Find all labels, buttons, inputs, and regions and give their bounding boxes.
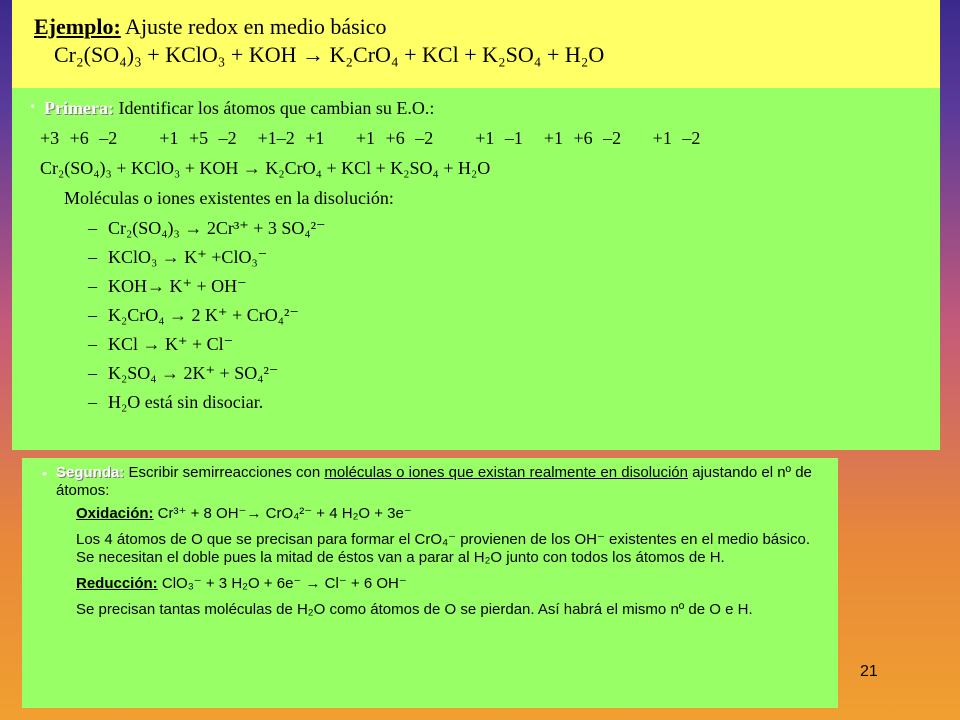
reduction-label: Reducción: xyxy=(76,575,158,592)
oxidation-line xyxy=(42,505,826,523)
reduction-note: Se precisan tantas moléculas de H₂O como átomos de O se pierdan. Así habrá el mismo nº de O e H. xyxy=(76,601,753,618)
slide-title xyxy=(34,14,940,40)
section-primera xyxy=(12,88,940,450)
list-item: – KClO₃ → K⁺ +ClO₃⁻ xyxy=(88,247,268,267)
title-label: Ejemplo: xyxy=(34,14,121,39)
oxidation-label: Oxidación: xyxy=(76,505,154,522)
list-item: – KCl → K⁺ + Cl⁻ xyxy=(88,334,234,354)
segunda-heading: • Segunda: Escribir semirreacciones con moléculas o iones que existan realmente en disolución ajustando el nº de átomos: xyxy=(42,464,812,499)
list-item: – H₂O está sin disociar. xyxy=(88,392,264,412)
primera-text: Identificar los átomos que cambian su E.O.: xyxy=(113,98,435,118)
primera-heading xyxy=(30,96,940,120)
title-text: Ajuste redox en medio básico xyxy=(120,14,387,39)
reduction-equation: ClO₃⁻ + 3 H₂O + 6e⁻ → Cl⁻ + 6 OH⁻ xyxy=(157,575,407,592)
reduction-line xyxy=(42,575,826,593)
primera-equation: Cr₂(SO₄)₃ + KClO₃ + KOH → K₂CrO₄ + KCl + K₂SO₄ + H₂O xyxy=(40,158,491,178)
section-segunda xyxy=(22,458,838,708)
slide-number: 21 xyxy=(860,663,878,680)
oxidation-note: Los 4 átomos de O que se precisan para formar el CrO₄⁻ provienen de los OH⁻ existentes en el medio básico. Se necesitan el doble pues la mitad de éstos van a parar al H₂O junto con todos los átomos de H. xyxy=(76,531,810,566)
primera-label: Primera: xyxy=(44,98,114,118)
list-item: – K₂SO₄ → 2K⁺ + SO₄²⁻ xyxy=(88,363,279,383)
title-box xyxy=(12,0,940,88)
oxidation-equation: Cr³⁺ + 8 OH⁻→ CrO₄²⁻ + 4 H₂O + 3e⁻ xyxy=(153,505,412,522)
list-item: – K₂CrO₄ → 2 K⁺ + CrO₄²⁻ xyxy=(88,305,299,325)
list-item: – Cr₂(SO₄)₃ → 2Cr³⁺ + 3 SO₄²⁻ xyxy=(88,218,326,238)
bullet-icon: • xyxy=(30,100,35,115)
bullet-icon: • xyxy=(42,465,47,481)
list-item: – KOH→ K⁺ + OH⁻ xyxy=(88,276,247,296)
oxidation-states: +3 +6 –2 +1 +5 –2 +1–2 +1 +1 +6 –2 +1 –1 +1 +6 –2 +1 –2 xyxy=(40,128,701,148)
dissociation-list xyxy=(30,217,940,413)
segunda-label: Segunda: xyxy=(56,464,125,481)
molecules-subtitle: Moléculas o iones existentes en la disolución: xyxy=(64,188,394,208)
title-equation: Cr₂(SO₄)₃ + KClO₃ + KOH → K₂CrO₄ + KCl + K₂SO₄ + H₂O xyxy=(54,42,605,67)
